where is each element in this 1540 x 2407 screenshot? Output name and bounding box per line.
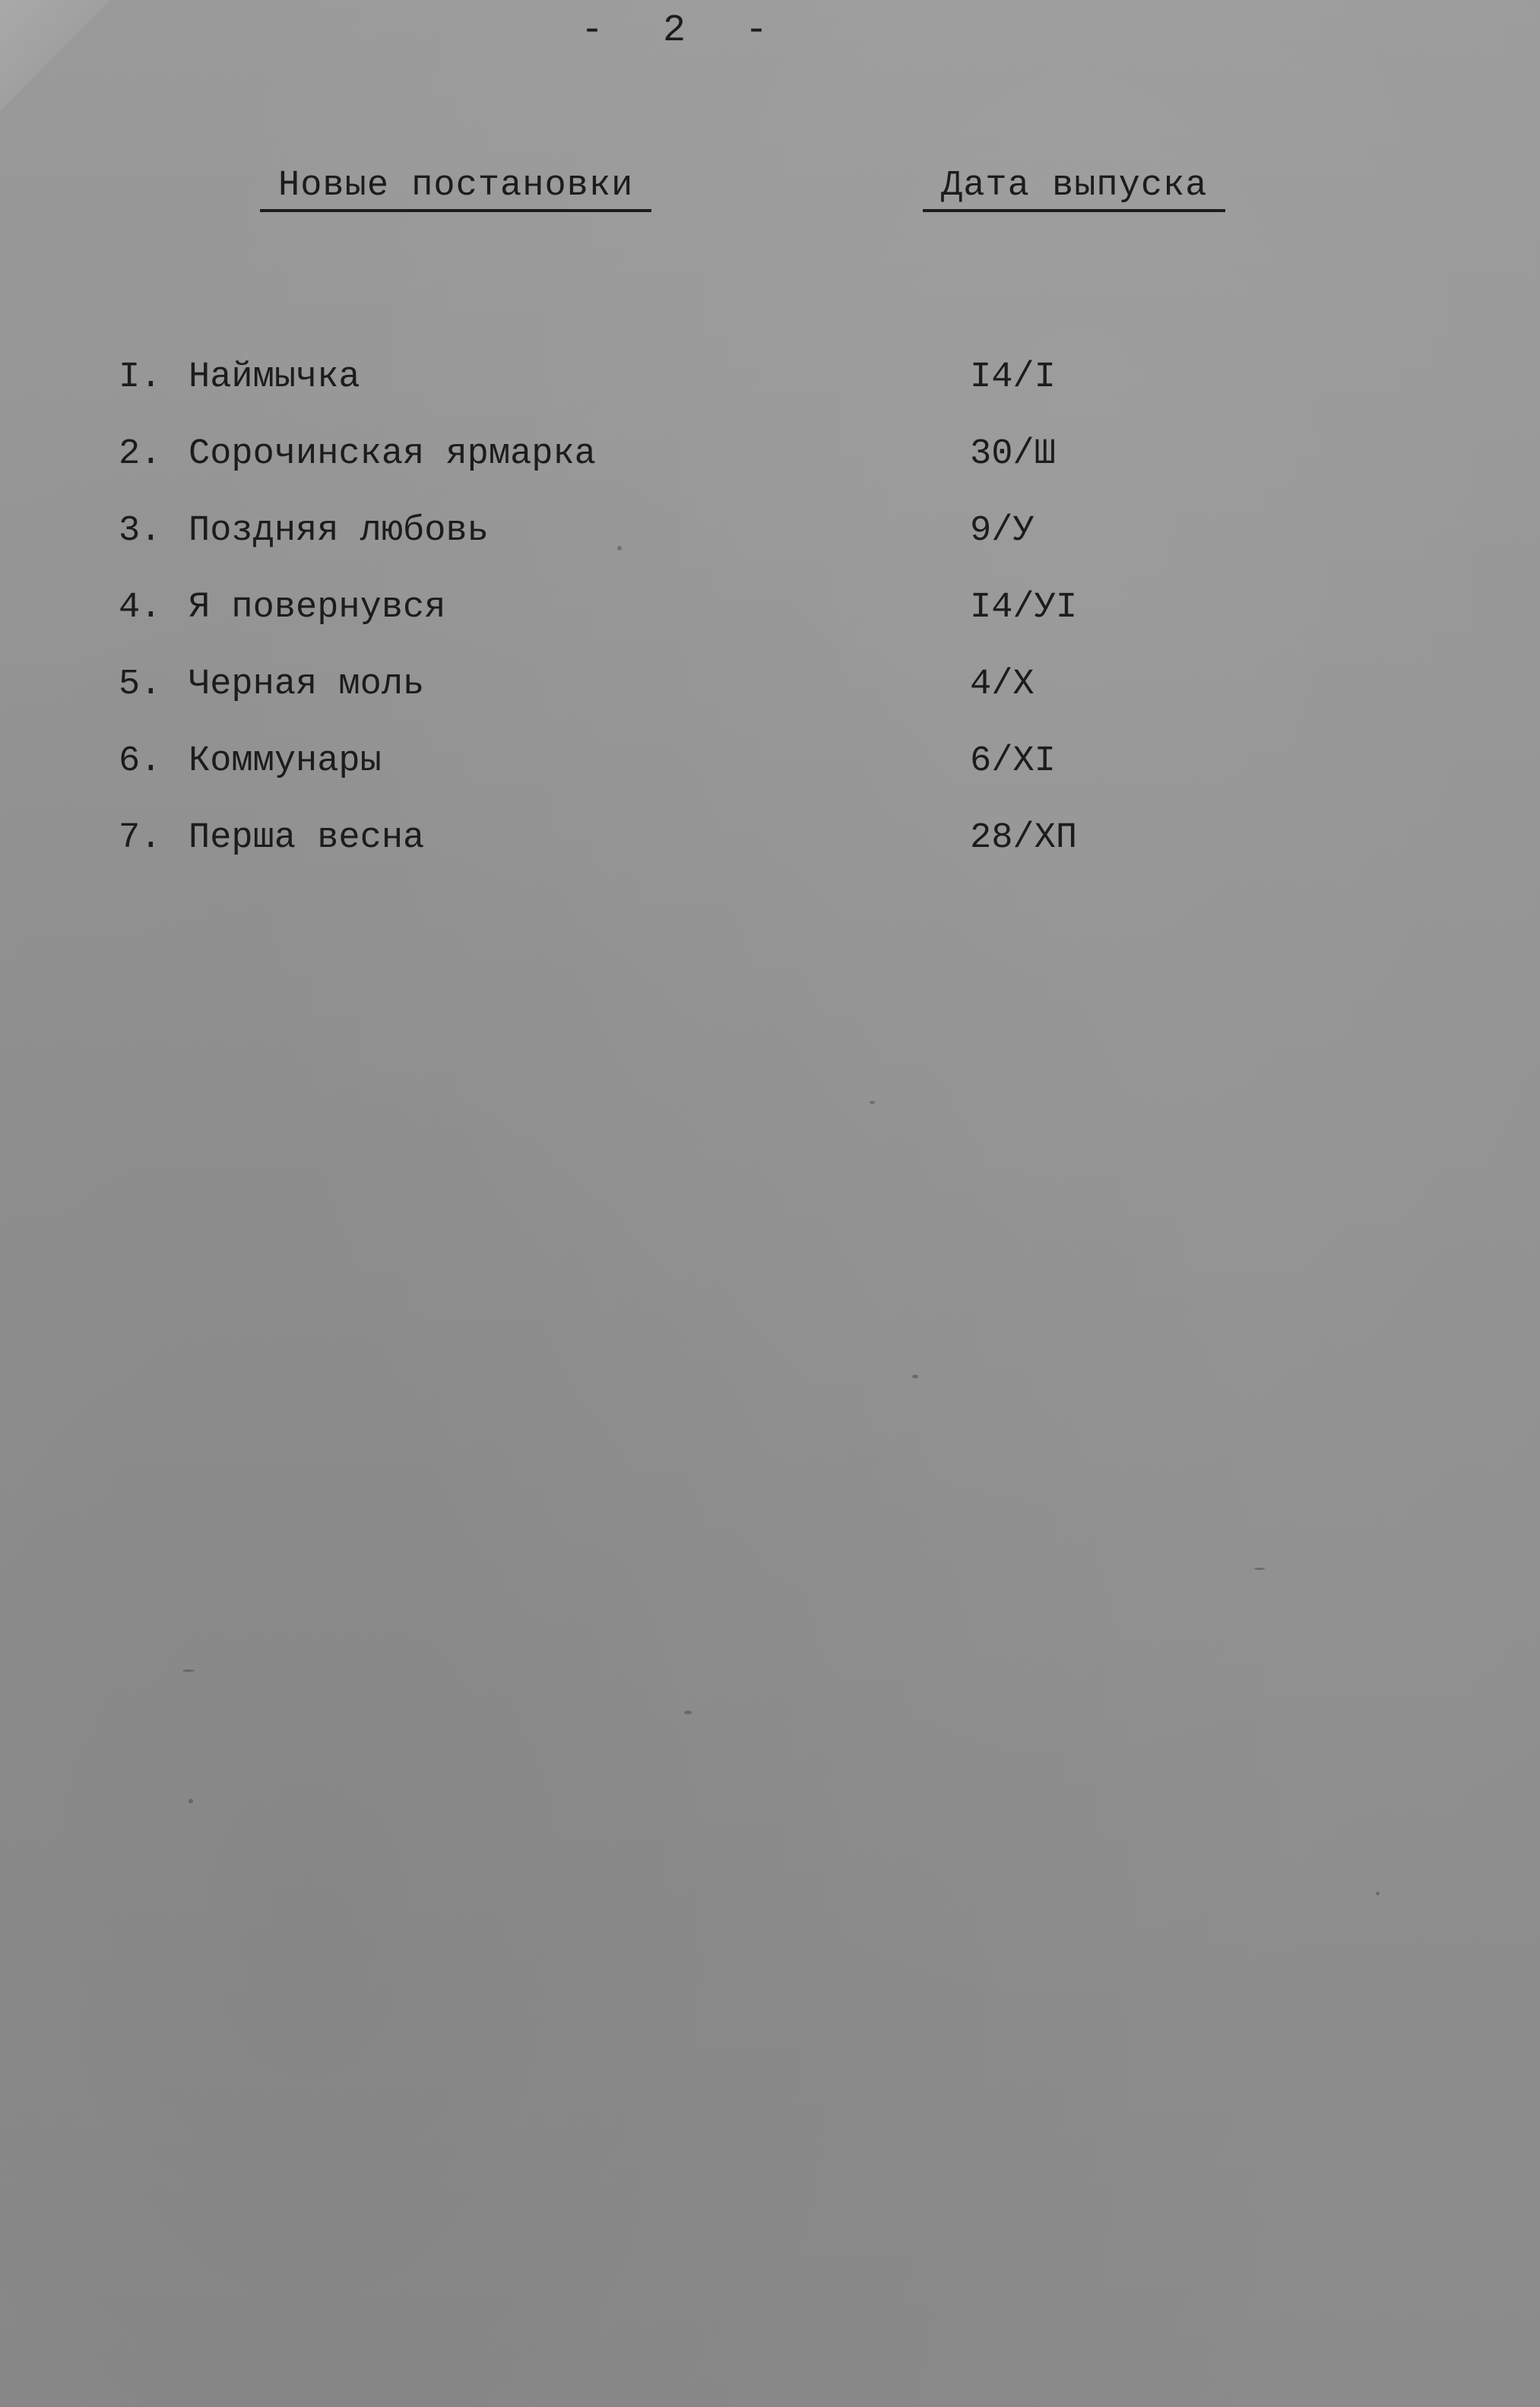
paper-speck	[684, 1711, 692, 1714]
list-item	[0, 664, 1540, 741]
column-header-plays	[260, 166, 651, 212]
item-title: Сорочинская ярмарка	[189, 434, 596, 474]
paper-speck	[870, 1101, 875, 1104]
header-release-date-label: Дата выпуска	[923, 166, 1225, 212]
item-title: Я повернувся	[189, 588, 446, 628]
paper-speck	[617, 546, 622, 550]
item-date: 9/У	[970, 511, 1035, 551]
productions-list	[0, 357, 1540, 895]
item-title: Перша весна	[189, 818, 425, 858]
page-number: - 2 -	[580, 9, 773, 52]
list-item	[0, 741, 1540, 818]
item-number: 6.	[119, 741, 162, 782]
item-number: 4.	[119, 588, 162, 628]
item-number: I.	[119, 357, 162, 398]
list-item	[0, 588, 1540, 664]
list-item	[0, 511, 1540, 588]
paper-speck	[189, 1799, 193, 1803]
item-title: Наймычка	[189, 357, 360, 398]
item-title: Черная моль	[189, 664, 425, 705]
item-title: Коммунары	[189, 741, 382, 782]
item-date: I4/УI	[970, 588, 1078, 628]
item-date: 28/ХП	[970, 818, 1078, 858]
paper-speck	[1254, 1568, 1265, 1570]
paper-speck	[182, 1670, 195, 1672]
list-item	[0, 357, 1540, 434]
item-number: 3.	[119, 511, 162, 551]
item-number: 7.	[119, 818, 162, 858]
item-number: 2.	[119, 434, 162, 474]
item-date: 4/Х	[970, 664, 1035, 705]
item-title: Поздняя любовь	[189, 511, 489, 551]
paper-speck	[912, 1375, 918, 1378]
item-date: 6/XI	[970, 741, 1056, 782]
paper-speck	[1376, 1892, 1380, 1895]
item-number: 5.	[119, 664, 162, 705]
column-header-release-date	[923, 166, 1225, 212]
folded-corner	[0, 0, 114, 129]
list-item	[0, 434, 1540, 511]
item-date: I4/I	[970, 357, 1056, 398]
list-item	[0, 818, 1540, 895]
item-date: 30/Ш	[970, 434, 1056, 474]
header-plays-label: Новые постановки	[260, 166, 651, 212]
